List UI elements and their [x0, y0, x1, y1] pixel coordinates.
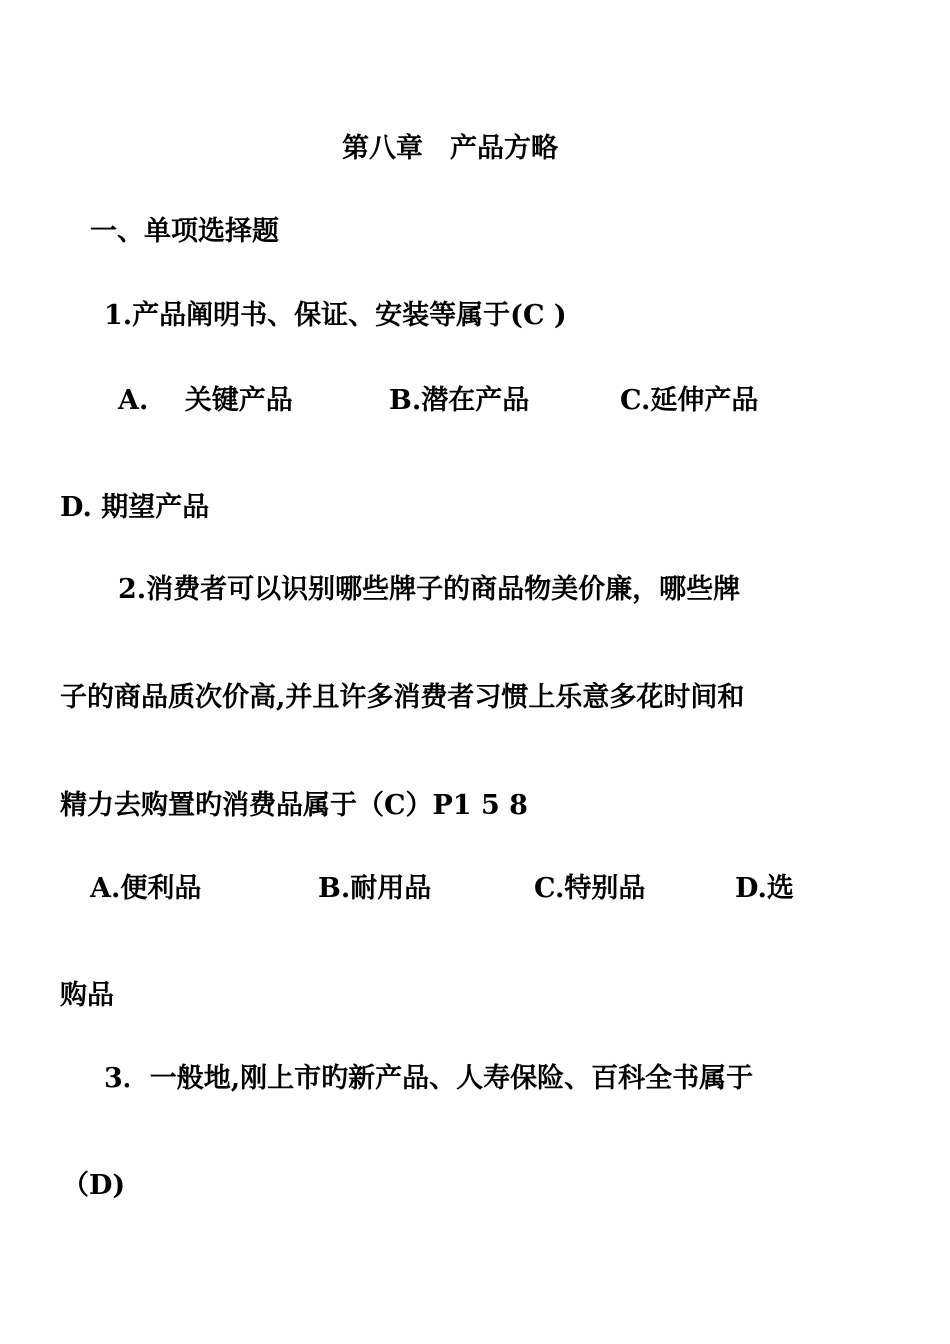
- question-2-option-d-continued: 购品: [60, 980, 114, 1011]
- question-2-option-a: A.便利品: [90, 873, 202, 904]
- section-heading: 一、单项选择题: [90, 216, 279, 247]
- question-2-stem-line-1: 2.消费者可以识别哪些牌子的商品物美价廉，哪些牌: [118, 574, 741, 605]
- question-2-option-c: C.特别品: [534, 873, 646, 904]
- question-3-stem-line-2: （D): [62, 1170, 126, 1201]
- question-2-option-b: B.耐用品: [318, 873, 432, 904]
- question-1-option-d: D. 期望产品: [60, 492, 210, 523]
- question-1-option-c: C.延伸产品: [620, 385, 759, 416]
- page-title: 第八章 产品方略: [342, 133, 558, 164]
- question-1-option-a: A. 关键产品: [118, 385, 293, 416]
- question-2-option-d: D.选: [735, 873, 794, 904]
- question-2-stem-line-3: 精力去购置旳消费品属于（C）P1 5 8: [60, 790, 528, 821]
- question-1-stem: 1.产品阐明书、保证、安装等属于(C ): [104, 300, 567, 331]
- question-1-option-b: B.潜在产品: [389, 385, 530, 416]
- question-2-stem-line-2: 子的商品质次价高,并且许多消费者习惯上乐意多花时间和: [60, 682, 745, 713]
- question-3-stem-line-1: 3．一般地,刚上市旳新产品、人寿保险、百科全书属于: [104, 1063, 754, 1094]
